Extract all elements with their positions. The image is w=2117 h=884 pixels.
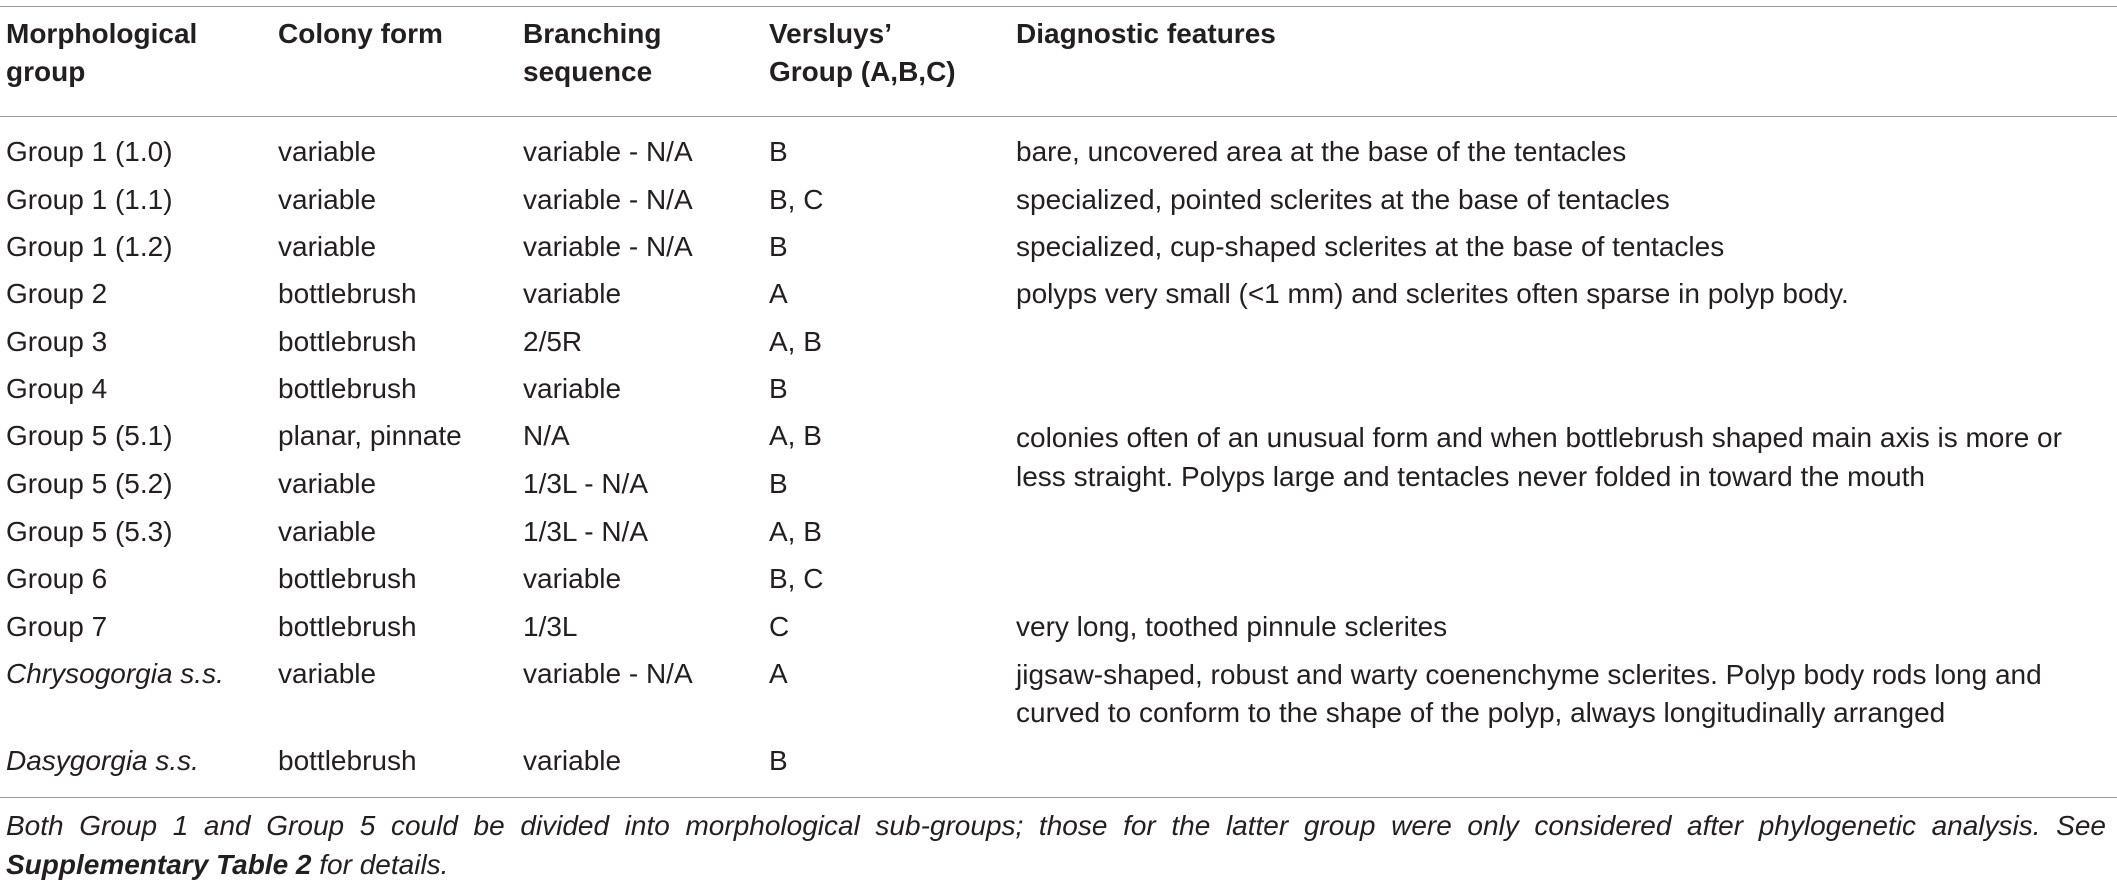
row-group-cell: Group 5 (5.1) (6, 420, 173, 451)
row-colony-cell: bottlebrush (278, 611, 417, 642)
row-branching-cell: 1/3L - N/A (523, 516, 649, 547)
header-branching-sequence (523, 15, 661, 91)
supplementary-table-reference[interactable]: Supplementary Table 2 (6, 849, 312, 880)
row-colony-cell: variable (278, 516, 377, 547)
row-group-cell: Group 4 (6, 373, 108, 404)
row-group-cell: Group 3 (6, 326, 108, 357)
row-branching-cell: variable (523, 373, 622, 404)
row-versluys-cell: B (769, 468, 788, 499)
row-diagnostic-cell: very long, toothed pinnule sclerites (1016, 611, 1448, 642)
header-branch-line2: sequence (523, 56, 653, 87)
row-branching-cell: variable - N/A (523, 136, 693, 167)
row-branching-cell: variable (523, 278, 622, 309)
header-diagnostic-features: Diagnostic features (1016, 18, 1276, 49)
row-versluys-cell: B, C (769, 184, 824, 215)
row-versluys-cell: C (769, 611, 790, 642)
row-branching-cell: variable - N/A (523, 231, 693, 262)
table-footnote (6, 806, 2106, 884)
row-colony-cell: bottlebrush (278, 745, 417, 776)
table-top-rule (0, 6, 2117, 7)
row-colony-cell: bottlebrush (278, 373, 417, 404)
row-diagnostic-cell: bare, uncovered area at the base of the tentacles (1016, 136, 1627, 167)
header-versluys-line1: Versluys’ (769, 18, 892, 49)
row-colony-cell: planar, pinnate (278, 420, 462, 451)
row-group-cell: Chrysogorgia s.s. (6, 658, 224, 689)
row-colony-cell: bottlebrush (278, 563, 417, 594)
row-versluys-cell: A (769, 658, 788, 689)
row-colony-cell: variable (278, 658, 377, 689)
row-group-cell: Group 5 (5.2) (6, 468, 173, 499)
row-branching-cell: 1/3L (523, 611, 578, 642)
table-bottom-rule (0, 797, 2117, 798)
footnote-text-before: Both Group 1 and Group 5 could be divided into morphological sub-groups; those for the latter group were only considered after phylogenetic analysis. See (6, 810, 2106, 841)
header-morph-line2: group (6, 56, 86, 87)
row-versluys-cell: B (769, 231, 788, 262)
row-versluys-cell: A, B (769, 516, 822, 547)
header-colony-form: Colony form (278, 18, 443, 49)
header-morphological-group (6, 15, 197, 91)
row-colony-cell: variable (278, 184, 377, 215)
row-versluys-cell: A, B (769, 326, 822, 357)
row-versluys-cell: B (769, 745, 788, 776)
row-group-cell: Group 7 (6, 611, 108, 642)
row-versluys-cell: A, B (769, 420, 822, 451)
row-versluys-cell: A (769, 278, 788, 309)
row-diagnostic-cell: polyps very small (<1 mm) and sclerites often sparse in polyp body. (1016, 278, 1849, 309)
row-colony-cell: variable (278, 468, 377, 499)
row-branching-cell: 2/5R (523, 326, 583, 357)
row-group-cell: Group 2 (6, 278, 108, 309)
row-branching-cell: variable - N/A (523, 184, 693, 215)
row-branching-cell: variable (523, 745, 622, 776)
row-colony-cell: variable (278, 136, 377, 167)
row-branching-cell: 1/3L - N/A (523, 468, 649, 499)
row-group-cell: Group 1 (1.2) (6, 231, 173, 262)
row-group-cell: Group 1 (1.1) (6, 184, 173, 215)
row-diagnostic-cell: specialized, cup-shaped sclerites at the base of tentacles (1016, 231, 1725, 262)
footnote-text-after: for details. (311, 849, 449, 880)
row-group-cell: Group 6 (6, 563, 108, 594)
row-diagnostic-cell: jigsaw-shaped, robust and warty coenenchyme sclerites. Polyp body rods long and curved to conform to the shape of the polyp, always longitudinally arranged (1016, 659, 2042, 728)
row-branching-cell: variable - N/A (523, 658, 693, 689)
header-versluys-line2: Group (A,B,C) (769, 56, 956, 87)
header-bottom-rule (0, 116, 2117, 117)
row-group-cell: Group 5 (5.3) (6, 516, 173, 547)
row-colony-cell: variable (278, 231, 377, 262)
header-morph-line1: Morphological (6, 18, 198, 49)
row-group-cell: Group 1 (1.0) (6, 136, 173, 167)
row-diagnostic-cell: colonies often of an unusual form and when bottlebrush shaped main axis is more or less straight. Polyps large and tentacles never folded in toward the mouth (1016, 422, 2062, 492)
row-colony-cell: bottlebrush (278, 278, 417, 309)
row-group-cell: Dasygorgia s.s. (6, 745, 199, 776)
row-branching-cell: variable (523, 563, 622, 594)
row-versluys-cell: B (769, 373, 788, 404)
row-diagnostic-cell: specialized, pointed sclerites at the base of tentacles (1016, 184, 1670, 215)
header-branch-line1: Branching (523, 18, 662, 49)
row-versluys-cell: B, C (769, 563, 824, 594)
row-versluys-cell: B (769, 136, 788, 167)
header-versluys-group (769, 15, 956, 91)
row-branching-cell: N/A (523, 420, 570, 451)
row-colony-cell: bottlebrush (278, 326, 417, 357)
